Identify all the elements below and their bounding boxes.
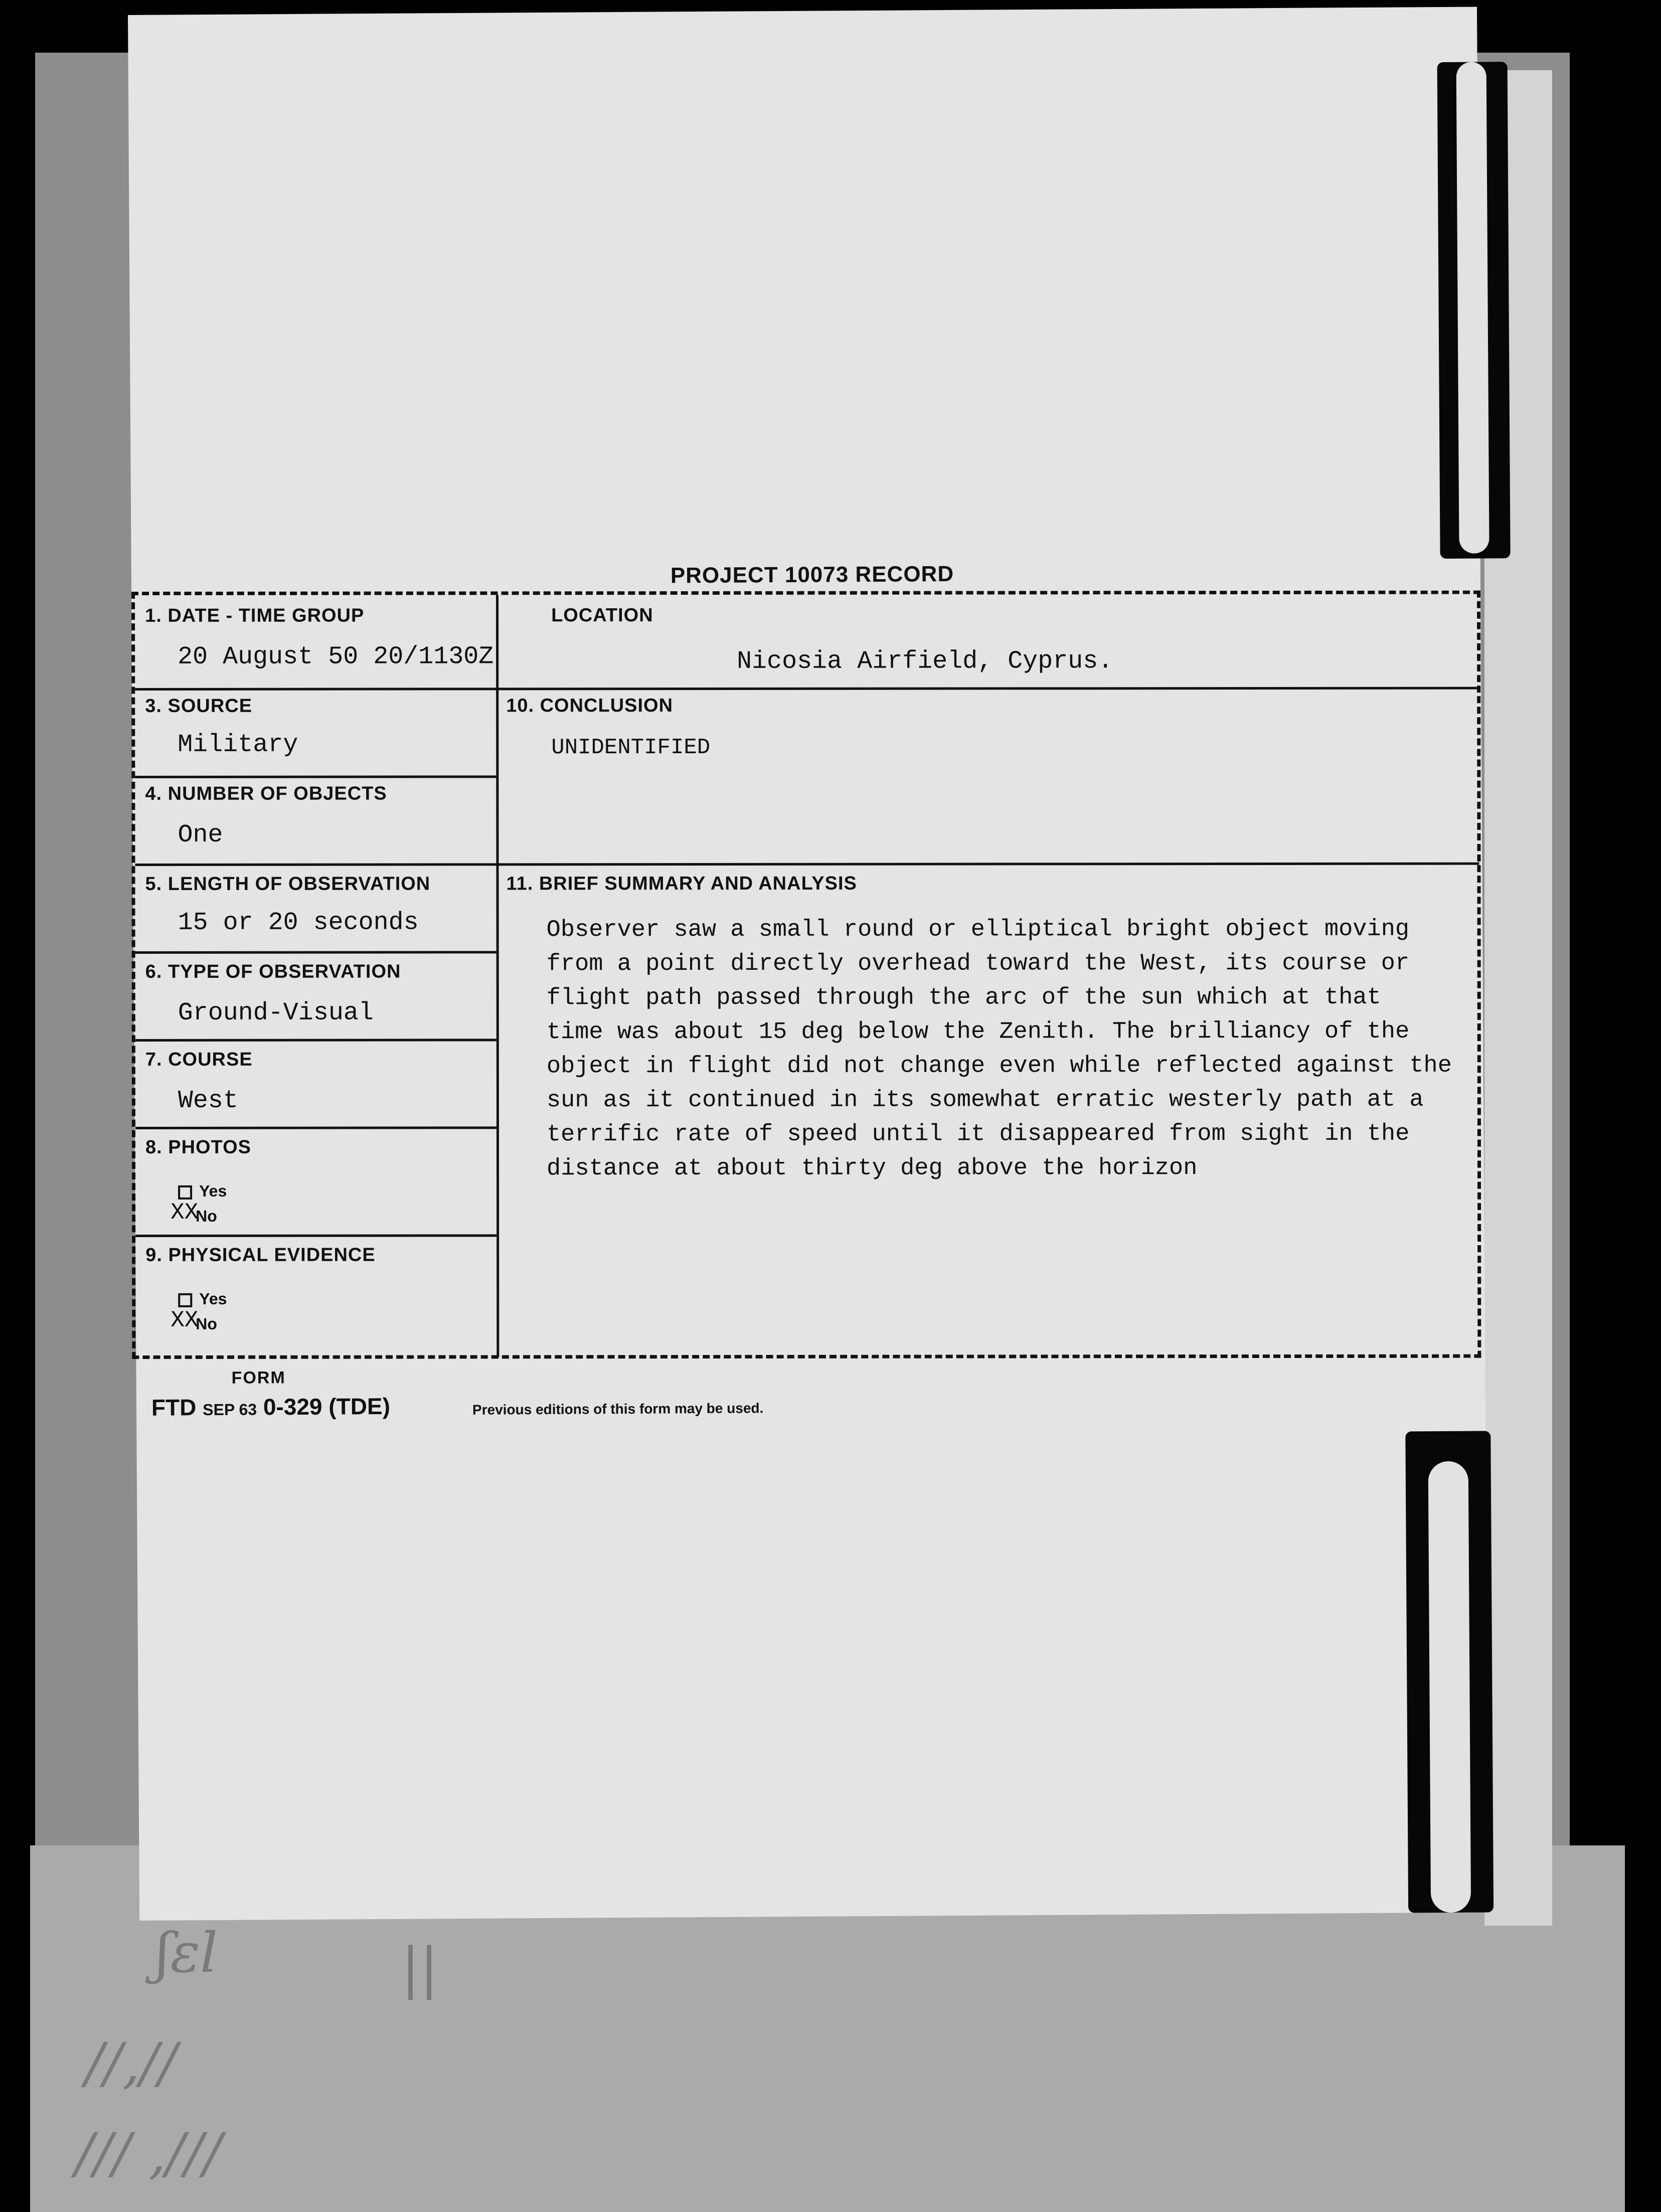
- physical-evidence-no-checkbox[interactable]: No: [196, 1314, 217, 1333]
- summary-text: Observer saw a small round or elliptical bright object moving from a point directly overhead toward the West, its course or flight path passed through the arc of the sun which at that time was about 15 deg below the Zenith. The brilliancy of the object in flight did not change even while reflected against the sun as it continued in its somewhat erratic westerly path at a terrific rate of speed until it disappeared from sight in the distance at about thirty deg above the horizon: [546, 916, 1452, 1182]
- type-of-observation-value: Ground-Visual: [178, 998, 374, 1028]
- footer-number: 0-329 (TDE): [263, 1393, 391, 1420]
- binding-clip-top: [1437, 62, 1511, 559]
- conclusion-label: 10. CONCLUSION: [506, 695, 674, 717]
- date-time-label: 1. DATE - TIME GROUP: [145, 605, 365, 626]
- location-value: Nicosia Airfield, Cyprus.: [737, 647, 1113, 676]
- record-form: [131, 591, 1481, 1359]
- number-of-objects-value: One: [178, 820, 223, 849]
- physical-evidence-label: 9. PHYSICAL EVIDENCE: [145, 1244, 376, 1266]
- photos-no-checkbox[interactable]: No: [196, 1207, 217, 1225]
- source-label: 3. SOURCE: [145, 695, 253, 717]
- photos-yes-checkbox[interactable]: Yes: [178, 1182, 227, 1201]
- length-of-observation-value: 15 or 20 seconds: [178, 908, 419, 937]
- summary-label: 11. BRIEF SUMMARY AND ANALYSIS: [506, 873, 857, 895]
- course-value: West: [178, 1086, 238, 1115]
- physical-evidence-no-mark: XX: [171, 1307, 199, 1333]
- length-of-observation-label: 5. LENGTH OF OBSERVATION: [145, 873, 431, 895]
- footer-form-word: FORM: [231, 1368, 286, 1388]
- photos-no-mark: XX: [171, 1199, 199, 1226]
- conclusion-value: UNIDENTIFIED: [551, 735, 711, 761]
- type-of-observation-label: 6. TYPE OF OBSERVATION: [145, 961, 401, 982]
- date-time-value: 20 August 50 20/1130Z: [178, 642, 494, 671]
- source-value: Military: [178, 730, 298, 759]
- footer-note: Previous editions of this form may be used.: [472, 1400, 764, 1418]
- location-label: LOCATION: [551, 605, 653, 626]
- document-page: [128, 7, 1488, 1921]
- footer-form-id: [151, 1393, 390, 1421]
- footer-date: SEP 63: [203, 1400, 257, 1419]
- physical-evidence-yes-checkbox[interactable]: Yes: [178, 1290, 227, 1308]
- course-label: 7. COURSE: [145, 1049, 253, 1070]
- footer-ftd: FTD: [151, 1394, 197, 1421]
- number-of-objects-label: 4. NUMBER OF OBJECTS: [145, 783, 387, 804]
- form-title: PROJECT 10073 RECORD: [670, 561, 954, 588]
- binding-clip-bottom: [1405, 1431, 1493, 1913]
- photos-label: 8. PHOTOS: [145, 1136, 252, 1158]
